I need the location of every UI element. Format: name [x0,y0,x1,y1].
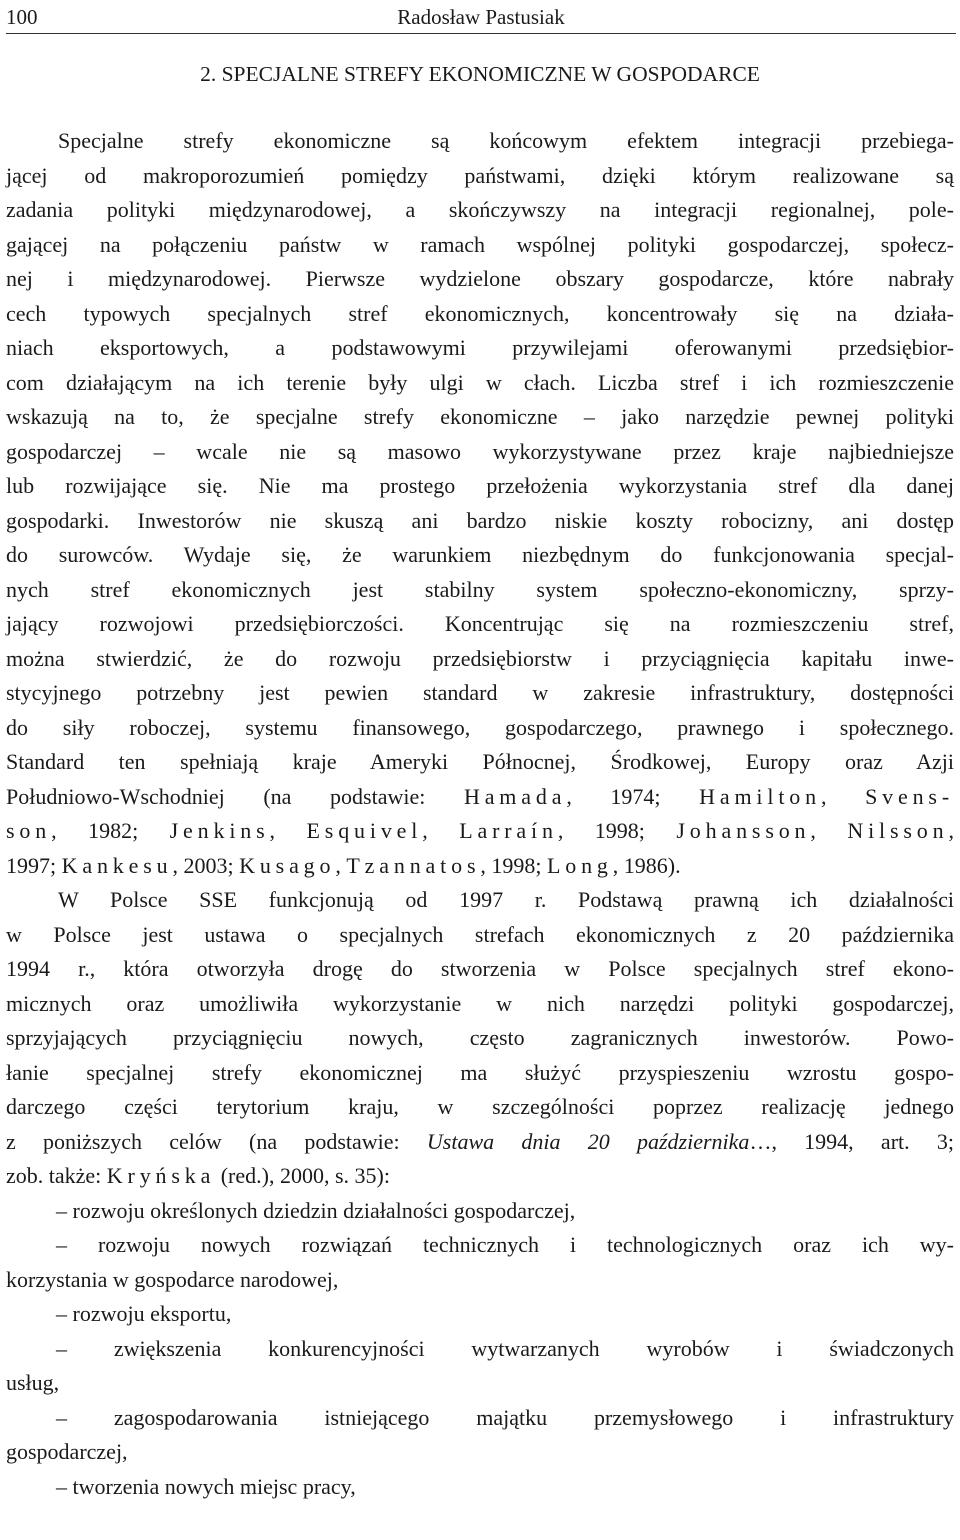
paragraph-line: micznych oraz umożliwiła wykorzystanie w nich narzędzi polityki gospodarczej, [6,990,954,1016]
cited-author: Nilsson [847,818,949,843]
paragraph-line: jający rozwojowi przedsiębiorczości. Koncentrując się na rozmieszczeniu stref, [6,611,954,636]
text-run: Południowo-Wschodniej (na podstawie: [6,783,464,809]
cited-author: Kusago [239,852,336,878]
page-number: 100 [6,5,38,29]
paragraph-line: gospodarki. Inwestorów nie skuszą ani bardzo niskie koszty robocizny, ani dostęp [6,507,954,533]
paragraph-line: W Polsce SSE funkcjonują od 1997 r. Podstawą prawną ich działalności [58,887,954,912]
list-item-continuation: usług, [6,1370,60,1395]
text-run: , [335,852,347,878]
paragraph-line [6,814,954,849]
paragraph-line: wskazują na to, że specjalne strefy ekonomiczne – jako narzędzie pewnej polityki [6,404,954,429]
paragraph-line: nej i międzynarodowej. Pierwsze wydzielone obszary gospodarcze, które nabrały [6,266,954,291]
text-run: , 1998; [480,852,547,878]
text-run: , 1974; [566,783,700,809]
cited-author: Johansson [676,818,811,843]
paragraph-line: zadania polityki międzynarodowej, a skończywszy na integracji regionalnej, pole- [6,197,954,222]
paragraph-line: gospodarczej – wcale nie są masowo wykorzystywane przez kraje najbiedniejsze [6,438,954,464]
list-item: – tworzenia nowych miejsc pracy, [56,1473,356,1499]
list-item: – zwiększenia konkurencyjności wytwarzanych wyrobów i świadczonych [56,1335,954,1361]
paragraph-line: sprzyjających przyciągnięciu nowych, często zagranicznych inwestorów. Powo- [6,1025,954,1050]
cited-author: Larraín [459,818,558,843]
paragraph-line: nych stref ekonomicznych jest stabilny system społeczno-ekonomiczny, sprzy- [6,576,954,602]
paragraph-line: gającej na połączeniu państw w ramach wspólnej polityki gospodarczej, społecz- [6,231,954,257]
list-item: – rozwoju nowych rozwiązań technicznych i technologicznych oraz ich wy- [56,1232,954,1257]
list-item-continuation: korzystania w gospodarce narodowej, [6,1266,339,1292]
text-run: (red.), 2000, s. 35): [215,1163,390,1188]
paragraph-line: łanie specjalnej strefy ekonomicznej ma służyć przyspieszeniu wzrostu gospo- [6,1059,954,1085]
text-run: , [422,818,460,843]
list-item-continuation: gospodarczej, [6,1439,128,1464]
paragraph-line: do siły roboczej, systemu finansowego, gospodarczego, prawnego i społecznego. [6,714,954,740]
cited-act-title: Ustawa dnia 20 października [426,1128,750,1154]
body-text [6,124,954,1504]
list-item: – rozwoju eksportu, [56,1301,232,1326]
paragraph-line [6,780,954,815]
paragraph-line: cech typowych specjalnych stref ekonomicznych, koncentrowały się na działa- [6,300,954,326]
cited-author: Kankesu [61,852,173,878]
text-run: , [269,818,307,843]
running-head-author: Radosław Pastusiak [397,5,565,29]
paragraph-line: darczego części terytorium kraju, w szczególności poprzez realizację jednego [6,1094,954,1119]
cited-author: Svens- [865,783,954,809]
paragraph-line: można stwierdzić, że do rozwoju przedsiębiorstw i przyciągnięcia kapitału inwe- [6,645,954,671]
paragraph-line: w Polsce jest ustawa o specjalnych strefach ekonomicznych z 20 października [6,921,954,947]
paragraph-line: jącej od makroporozumień pomiędzy państwami, dzięki którym realizowane są [6,162,954,188]
paragraph-line: 1994 r., która otworzyła drogę do stworzenia w Polsce specjalnych stref ekono- [6,956,954,981]
paragraph-line: do surowców. Wydaje się, że warunkiem niezbędnym do funkcjonowania specjal- [6,542,954,567]
list-item: – zagospodarowania istniejącego majątku przemysłowego i infrastruktury [56,1404,954,1430]
paragraph-line: Specjalne strefy ekonomiczne są końcowym efektem integracji przebiega- [58,128,954,153]
paragraph-line [6,1125,954,1160]
text-run: , 1986). [612,852,681,878]
cited-author: Hamilton [699,783,821,809]
paragraph-line [6,849,954,884]
text-run: , 1998; [557,818,677,843]
cited-author: Long [546,852,613,878]
text-run: zob. także: [6,1163,107,1188]
text-run: , [820,783,866,809]
text-run: , [948,818,954,843]
text-run: z poniższych celów (na podstawie: [6,1128,427,1154]
text-run: …, 1994, art. 3; [749,1128,954,1154]
paragraph-line: com działającym na ich terenie były ulgi w cłach. Liczba stref i ich rozmieszczenie [6,369,954,395]
paragraph-line: niach eksportowych, a podstawowymi przywilejami oferowanymi przedsiębior- [6,335,954,360]
section-title: 2. SPECJALNE STREFY EKONOMICZNE W GOSPODARCE [200,62,760,86]
paragraph-line: lub rozwijające się. Nie ma prostego przełożenia wykorzystania stref dla danej [6,473,954,498]
cited-author: son [6,818,52,843]
text-run: 1997; [6,852,62,878]
text-run: , 1982; [51,818,170,843]
cited-author: Hamada [463,783,567,809]
cited-author: Tzannatos [346,852,481,878]
paragraph-line: stycyjnego potrzebny jest pewien standard w zakresie infrastruktury, dostępności [6,680,954,705]
cited-author: Kryńska [106,1163,216,1188]
paragraph-line: Standard ten spełniają kraje Ameryki Północnej, Środkowej, Europy oraz Azji [6,749,954,774]
text-run: , [810,818,848,843]
paragraph-line [6,1159,954,1194]
running-head [6,3,956,34]
cited-author: Esquivel [306,818,423,843]
list-item: – rozwoju określonych dziedzin działalności gospodarczej, [56,1197,576,1223]
text-run: , 2003; [172,852,240,878]
cited-author: Jenkins [169,818,270,843]
